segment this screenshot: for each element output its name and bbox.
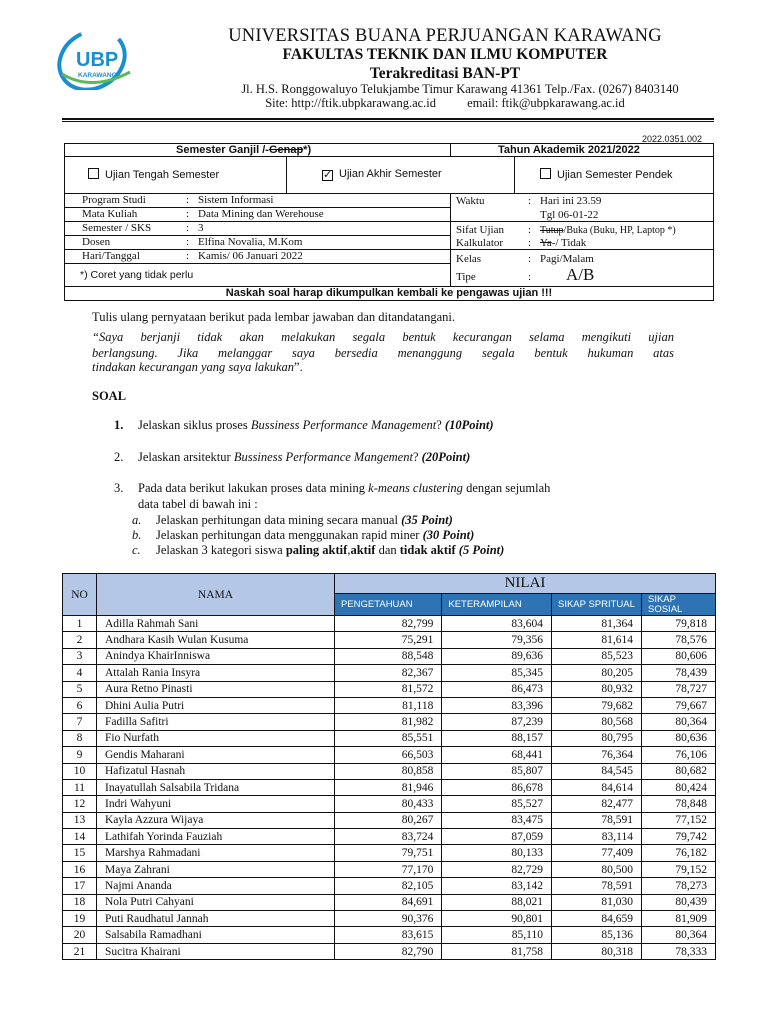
student-name: Dhini Aulia Putri bbox=[97, 697, 335, 713]
score-spritual: 77,409 bbox=[552, 845, 642, 861]
score-keterampilan: 85,345 bbox=[442, 665, 552, 681]
student-name: Marshya Rahmadani bbox=[97, 845, 335, 861]
uas-checkbox[interactable] bbox=[322, 170, 333, 181]
score-keterampilan: 88,157 bbox=[442, 730, 552, 746]
score-pengetahuan: 66,503 bbox=[335, 747, 442, 763]
row-number: 19 bbox=[63, 911, 97, 927]
header-divider bbox=[62, 118, 714, 120]
score-keterampilan: 89,636 bbox=[442, 648, 552, 664]
row-number: 4 bbox=[63, 665, 97, 681]
col-sosial-header: SIKAP SOSIAL bbox=[642, 594, 716, 616]
score-keterampilan: 79,356 bbox=[442, 632, 552, 648]
table-row bbox=[63, 829, 716, 845]
instruction: Tulis ulang pernyataan berikut pada lembar jawaban dan ditandatangani. bbox=[92, 310, 455, 324]
col-nama-header: NAMA bbox=[97, 574, 335, 616]
score-spritual: 80,500 bbox=[552, 861, 642, 877]
address: Jl. H.S. Ronggowaluyo Telukjambe Timur Karawang 41361 Telp./Fax. (0267) 8403140 bbox=[241, 82, 679, 96]
contact-line bbox=[160, 96, 730, 111]
score-spritual: 84,614 bbox=[552, 779, 642, 795]
check-icon: ✓ bbox=[323, 169, 333, 181]
table-row bbox=[63, 616, 716, 632]
table-row bbox=[63, 796, 716, 812]
score-pengetahuan: 80,858 bbox=[335, 763, 442, 779]
student-name: Gendis Maharani bbox=[97, 747, 335, 763]
question-2: Jelaskan arsitektur Bussiness Performance Mangement? (20Point) bbox=[138, 450, 471, 464]
table-row bbox=[63, 894, 716, 910]
tipe-value: A/B bbox=[566, 265, 595, 284]
kelas-value: Pagi/Malam bbox=[540, 253, 594, 265]
score-pengetahuan: 85,551 bbox=[335, 730, 442, 746]
student-name: Sucitra Khairani bbox=[97, 943, 335, 959]
student-name: Puti Raudhatul Jannah bbox=[97, 911, 335, 927]
row-number: 13 bbox=[63, 812, 97, 828]
score-sosial: 77,152 bbox=[642, 812, 716, 828]
sifat-value: Tutup/Buka (Buku, HP, Laptop *) bbox=[540, 225, 676, 236]
collection-notice: Naskah soal harap dikumpulkan kembali ke pengawas ujian !!! bbox=[225, 287, 553, 299]
pledge-line: tindakan kecurangan yang saya lakukan”. bbox=[92, 360, 303, 374]
q2-number: 2. bbox=[114, 450, 124, 464]
row-number: 14 bbox=[63, 829, 97, 845]
table-row bbox=[63, 697, 716, 713]
score-sosial: 78,273 bbox=[642, 878, 716, 894]
score-sosial: 78,727 bbox=[642, 681, 716, 697]
col-no-header: NO bbox=[63, 574, 97, 616]
table-row bbox=[63, 747, 716, 763]
score-sosial: 80,439 bbox=[642, 894, 716, 910]
sub-letter: b. bbox=[132, 528, 142, 542]
score-sosial: 78,333 bbox=[642, 943, 716, 959]
header-divider-thin bbox=[62, 121, 714, 122]
student-name: Salsabila Ramadhani bbox=[97, 927, 335, 943]
score-keterampilan: 85,527 bbox=[442, 796, 552, 812]
row-number: 6 bbox=[63, 697, 97, 713]
score-pengetahuan: 80,267 bbox=[335, 812, 442, 828]
uts-checkbox[interactable] bbox=[88, 168, 99, 179]
soal-heading: SOAL bbox=[92, 389, 127, 403]
col-nilai-header: NILAI bbox=[335, 574, 716, 594]
logo-text: UBP bbox=[76, 49, 119, 71]
sub-question-b: Jelaskan perhitungan data menggunakan rapid miner (30 Point) bbox=[156, 528, 475, 542]
score-keterampilan: 83,604 bbox=[442, 616, 552, 632]
score-sosial: 78,439 bbox=[642, 665, 716, 681]
score-spritual: 80,795 bbox=[552, 730, 642, 746]
score-spritual: 80,205 bbox=[552, 665, 642, 681]
score-sosial: 78,576 bbox=[642, 632, 716, 648]
row-number: 7 bbox=[63, 714, 97, 730]
score-spritual: 80,318 bbox=[552, 943, 642, 959]
email-link[interactable]: email: ftik@ubpkarawang.ac.id bbox=[467, 96, 625, 110]
row-number: 5 bbox=[63, 681, 97, 697]
field-label: Dosen bbox=[82, 236, 111, 248]
field-value: Sistem Informasi bbox=[198, 194, 274, 206]
score-pengetahuan: 83,724 bbox=[335, 829, 442, 845]
table-row bbox=[63, 763, 716, 779]
table-row bbox=[63, 714, 716, 730]
tipe-label: Tipe bbox=[456, 271, 476, 283]
score-sosial: 80,682 bbox=[642, 763, 716, 779]
row-number: 15 bbox=[63, 845, 97, 861]
field-value: Kamis/ 06 Januari 2022 bbox=[198, 250, 303, 262]
university-logo bbox=[52, 26, 156, 90]
row-number: 9 bbox=[63, 747, 97, 763]
score-keterampilan: 87,239 bbox=[442, 714, 552, 730]
score-pengetahuan: 81,572 bbox=[335, 681, 442, 697]
student-name: Adilla Rahmah Sani bbox=[97, 616, 335, 632]
student-score-table bbox=[62, 573, 716, 960]
q3-number: 3. bbox=[114, 481, 124, 495]
field-value: Data Mining dan Werehouse bbox=[198, 208, 324, 220]
table-row bbox=[63, 648, 716, 664]
score-pengetahuan: 81,946 bbox=[335, 779, 442, 795]
semester-label: Semester Ganjil /-Genap*) bbox=[176, 144, 312, 156]
score-keterampilan: 85,110 bbox=[442, 927, 552, 943]
student-name: Kayla Azzura Wijaya bbox=[97, 812, 335, 828]
score-keterampilan: 85,807 bbox=[442, 763, 552, 779]
score-spritual: 81,030 bbox=[552, 894, 642, 910]
kalkulator-value: Ya-/ Tidak bbox=[540, 237, 587, 249]
row-number: 11 bbox=[63, 779, 97, 795]
score-spritual: 81,614 bbox=[552, 632, 642, 648]
student-name: Indri Wahyuni bbox=[97, 796, 335, 812]
q1-number: 1. bbox=[114, 418, 124, 432]
score-keterampilan: 68,441 bbox=[442, 747, 552, 763]
score-sosial: 81,909 bbox=[642, 911, 716, 927]
question-3: Pada data berikut lakukan proses data mining k-means clustering dengan sejumlah bbox=[138, 481, 551, 495]
col-spritual-header: SIKAP SPRITUAL bbox=[552, 594, 642, 616]
row-number: 18 bbox=[63, 894, 97, 910]
score-spritual: 84,659 bbox=[552, 911, 642, 927]
score-sosial: 80,606 bbox=[642, 648, 716, 664]
score-pengetahuan: 81,118 bbox=[335, 697, 442, 713]
accreditation: Terakreditasi BAN-PT bbox=[369, 65, 521, 82]
score-pengetahuan: 82,105 bbox=[335, 878, 442, 894]
score-keterampilan: 83,475 bbox=[442, 812, 552, 828]
score-pengetahuan: 82,790 bbox=[335, 943, 442, 959]
table-row bbox=[63, 730, 716, 746]
question-1: Jelaskan siklus proses Bussiness Performance Management? (10Point) bbox=[138, 418, 494, 432]
logo-subtext: KARAWANG bbox=[78, 72, 117, 79]
table-row bbox=[63, 927, 716, 943]
table-row bbox=[63, 878, 716, 894]
strike-note: *) Coret yang tidak perlu bbox=[80, 269, 194, 281]
student-name: Maya Zahrani bbox=[97, 861, 335, 877]
waktu-date: Tgl 06-01-22 bbox=[540, 209, 599, 221]
score-keterampilan: 90,801 bbox=[442, 911, 552, 927]
col-keterampilan-header: KETERAMPILAN bbox=[442, 594, 552, 616]
score-spritual: 79,682 bbox=[552, 697, 642, 713]
student-name: Lathifah Yorinda Fauziah bbox=[97, 829, 335, 845]
score-keterampilan: 83,142 bbox=[442, 878, 552, 894]
score-spritual: 81,364 bbox=[552, 616, 642, 632]
uas-option[interactable]: ✓ Ujian Akhir Semester bbox=[323, 168, 442, 181]
score-keterampilan: 88,021 bbox=[442, 894, 552, 910]
table-row bbox=[63, 665, 716, 681]
score-pengetahuan: 83,615 bbox=[335, 927, 442, 943]
score-pengetahuan: 80,433 bbox=[335, 796, 442, 812]
uts-option[interactable]: Ujian Tengah Semester bbox=[88, 168, 219, 181]
field-label: Semester / SKS bbox=[82, 222, 152, 234]
document-code: 2022.0351.002 bbox=[641, 134, 702, 144]
row-number: 3 bbox=[63, 648, 97, 664]
row-number: 12 bbox=[63, 796, 97, 812]
row-number: 20 bbox=[63, 927, 97, 943]
sub-question-a: Jelaskan perhitungan data mining secara manual (35 Point) bbox=[156, 513, 453, 527]
pledge-line: “Saya berjanji tidak akan melakukan segala bentuk kecurangan selama mengikuti ujian bbox=[92, 330, 674, 344]
score-spritual: 78,591 bbox=[552, 878, 642, 894]
site-link[interactable]: Site: http://ftik.ubpkarawang.ac.id bbox=[265, 96, 437, 110]
col-pengetahuan-header: PENGETAHUAN bbox=[335, 594, 442, 616]
score-keterampilan: 83,396 bbox=[442, 697, 552, 713]
score-sosial: 79,667 bbox=[642, 697, 716, 713]
sub-letter: c. bbox=[132, 543, 141, 557]
student-name: Najmi Ananda bbox=[97, 878, 335, 894]
student-name: Attalah Rania Insyra bbox=[97, 665, 335, 681]
sifat-label: Sifat Ujian bbox=[456, 224, 504, 236]
score-pengetahuan: 90,376 bbox=[335, 911, 442, 927]
score-keterampilan: 80,133 bbox=[442, 845, 552, 861]
pledge-line: berlangsung. Jika melanggar saya bersedia menanggung segala bentuk hukuman atas bbox=[92, 346, 674, 360]
row-number: 16 bbox=[63, 861, 97, 877]
score-keterampilan: 86,473 bbox=[442, 681, 552, 697]
row-number: 2 bbox=[63, 632, 97, 648]
student-name: Fadilla Safitri bbox=[97, 714, 335, 730]
kelas-label: Kelas bbox=[456, 253, 482, 265]
kalkulator-label: Kalkulator bbox=[456, 237, 504, 249]
score-pengetahuan: 81,982 bbox=[335, 714, 442, 730]
score-sosial: 79,818 bbox=[642, 616, 716, 632]
row-number: 1 bbox=[63, 616, 97, 632]
score-sosial: 76,182 bbox=[642, 845, 716, 861]
university-name: UNIVERSITAS BUANA PERJUANGAN KARAWANG bbox=[228, 26, 662, 46]
table-row bbox=[63, 845, 716, 861]
score-keterampilan: 86,678 bbox=[442, 779, 552, 795]
row-number: 17 bbox=[63, 878, 97, 894]
score-sosial: 80,636 bbox=[642, 730, 716, 746]
usp-option[interactable]: Ujian Semester Pendek bbox=[540, 168, 673, 181]
table-row bbox=[63, 861, 716, 877]
sub-letter: a. bbox=[132, 513, 142, 527]
score-spritual: 76,364 bbox=[552, 747, 642, 763]
score-pengetahuan: 77,170 bbox=[335, 861, 442, 877]
score-sosial: 79,742 bbox=[642, 829, 716, 845]
table-row bbox=[63, 632, 716, 648]
student-name: Aura Retno Pinasti bbox=[97, 681, 335, 697]
score-spritual: 85,523 bbox=[552, 648, 642, 664]
score-pengetahuan: 82,799 bbox=[335, 616, 442, 632]
table-row bbox=[63, 943, 716, 959]
score-spritual: 80,932 bbox=[552, 681, 642, 697]
student-name: Nola Putri Cahyani bbox=[97, 894, 335, 910]
field-value: 3 bbox=[198, 222, 204, 234]
score-spritual: 85,136 bbox=[552, 927, 642, 943]
score-spritual: 80,568 bbox=[552, 714, 642, 730]
score-sosial: 80,364 bbox=[642, 927, 716, 943]
score-sosial: 79,152 bbox=[642, 861, 716, 877]
student-name: Andhara Kasih Wulan Kusuma bbox=[97, 632, 335, 648]
score-pengetahuan: 84,691 bbox=[335, 894, 442, 910]
score-spritual: 82,477 bbox=[552, 796, 642, 812]
score-keterampilan: 82,729 bbox=[442, 861, 552, 877]
score-pengetahuan: 88,548 bbox=[335, 648, 442, 664]
student-name: Anindya KhairInniswa bbox=[97, 648, 335, 664]
academic-year: Tahun Akademik 2021/2022 bbox=[498, 144, 640, 156]
score-spritual: 78,591 bbox=[552, 812, 642, 828]
field-label: Program Studi bbox=[82, 194, 146, 206]
field-label: Hari/Tanggal bbox=[82, 250, 140, 262]
score-spritual: 83,114 bbox=[552, 829, 642, 845]
table-row bbox=[63, 779, 716, 795]
student-name: Inayatullah Salsabila Tridana bbox=[97, 779, 335, 795]
score-pengetahuan: 79,751 bbox=[335, 845, 442, 861]
score-pengetahuan: 82,367 bbox=[335, 665, 442, 681]
score-sosial: 80,364 bbox=[642, 714, 716, 730]
score-sosial: 78,848 bbox=[642, 796, 716, 812]
score-keterampilan: 87,059 bbox=[442, 829, 552, 845]
student-name: Hafizatul Hasnah bbox=[97, 763, 335, 779]
field-value: Elfina Novalia, M.Kom bbox=[198, 236, 303, 248]
table-row bbox=[63, 681, 716, 697]
question-3-cont: data tabel di bawah ini : bbox=[138, 497, 258, 511]
row-number: 10 bbox=[63, 763, 97, 779]
table-row bbox=[63, 812, 716, 828]
score-spritual: 84,545 bbox=[552, 763, 642, 779]
score-sosial: 80,424 bbox=[642, 779, 716, 795]
table-row bbox=[63, 911, 716, 927]
sub-question-c: Jelaskan 3 kategori siswa paling aktif,aktif dan tidak aktif (5 Point) bbox=[156, 543, 505, 557]
faculty-name: FAKULTAS TEKNIK DAN ILMU KOMPUTER bbox=[282, 46, 608, 63]
row-number: 8 bbox=[63, 730, 97, 746]
field-label: Mata Kuliah bbox=[82, 208, 138, 220]
student-name: Fio Nurfath bbox=[97, 730, 335, 746]
waktu-label: Waktu bbox=[456, 195, 485, 207]
row-number: 21 bbox=[63, 943, 97, 959]
score-sosial: 76,106 bbox=[642, 747, 716, 763]
usp-checkbox[interactable] bbox=[540, 168, 551, 179]
waktu-value: Hari ini 23.59 bbox=[540, 195, 602, 207]
score-pengetahuan: 75,291 bbox=[335, 632, 442, 648]
score-keterampilan: 81,758 bbox=[442, 943, 552, 959]
